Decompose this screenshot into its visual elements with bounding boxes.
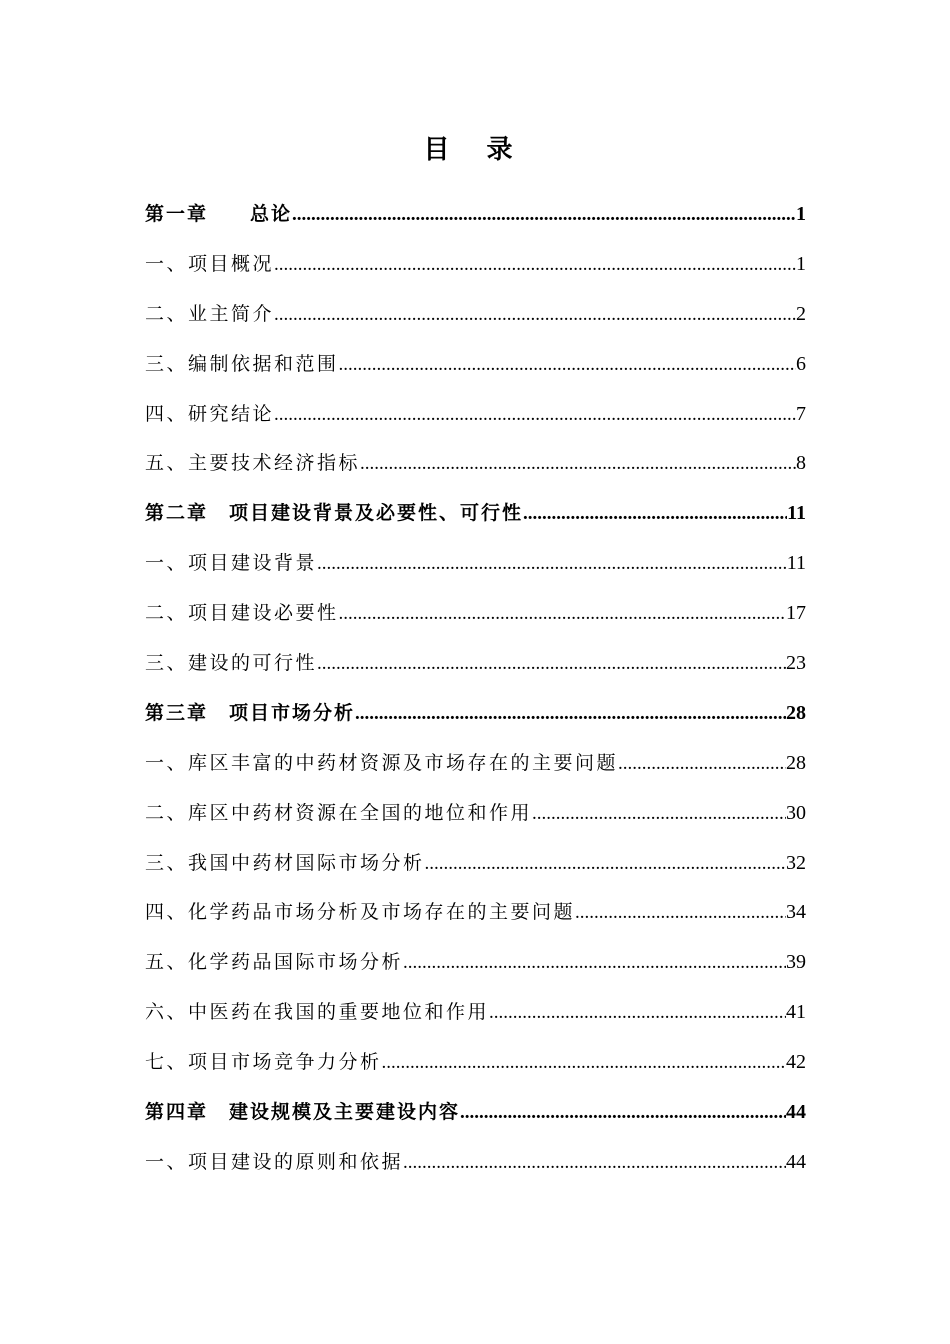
toc-dot-leader (339, 347, 796, 383)
toc-entry-label: 二、项目建设必要性 (145, 602, 339, 625)
toc-entry[interactable] (145, 795, 806, 845)
toc-entry[interactable] (145, 845, 806, 895)
toc-entry-label: 一、项目概况 (145, 252, 275, 275)
toc-dot-leader (274, 247, 796, 283)
toc-entry-page: 23 (786, 652, 806, 675)
toc-entry-page: 11 (786, 552, 806, 575)
toc-entry-page: 17 (786, 602, 806, 625)
toc-entry-page: 2 (796, 302, 806, 325)
toc-entry-label: 二、业主简介 (145, 302, 275, 325)
toc-entry-label: 第三章 项目市场分析 (145, 701, 356, 724)
toc-entry-page: 8 (796, 452, 806, 475)
toc-dot-leader (274, 397, 796, 433)
toc-dot-leader (460, 1095, 786, 1131)
toc-dot-leader (339, 596, 786, 632)
toc-entry[interactable] (145, 196, 806, 246)
toc-dot-leader (355, 696, 786, 732)
toc-entry-label: 三、编制依据和范围 (145, 352, 339, 375)
toc-entry-page: 34 (786, 901, 806, 924)
toc-entry-label: 六、中医药在我国的重要地位和作用 (145, 1001, 490, 1024)
toc-entry-page: 44 (786, 1101, 806, 1124)
toc-entry-page: 39 (786, 951, 806, 974)
toc-entry[interactable] (145, 1094, 806, 1144)
toc-entry[interactable] (145, 296, 806, 346)
toc-title: 目 录 (423, 135, 527, 165)
toc-entry-page: 1 (796, 203, 806, 225)
toc-entry-label: 三、建设的可行性 (145, 652, 318, 675)
toc-entry-label: 一、库区丰富的中药材资源及市场存在的主要问题 (145, 751, 619, 774)
toc-entry[interactable] (145, 1044, 806, 1094)
toc-entry[interactable] (145, 495, 806, 545)
toc-entry[interactable] (145, 645, 806, 695)
toc-entry[interactable] (145, 346, 806, 396)
toc-entry-label: 五、化学药品国际市场分析 (145, 951, 404, 974)
toc-dot-leader (317, 646, 786, 682)
toc-dot-leader (317, 546, 787, 582)
toc-entry[interactable] (145, 745, 806, 795)
toc-dot-leader (360, 446, 796, 482)
toc-entry-label: 四、研究结论 (145, 402, 275, 425)
toc-entry-page: 28 (786, 751, 806, 774)
toc-dot-leader (489, 995, 786, 1031)
toc-dot-leader (425, 846, 786, 882)
toc-entry-page: 11 (787, 502, 806, 525)
toc-entry[interactable] (145, 545, 806, 595)
toc-entry-label: 一、项目建设背景 (145, 552, 318, 575)
toc-entry-label: 三、我国中药材国际市场分析 (145, 851, 425, 874)
toc-entry-label: 第二章 项目建设背景及必要性、可行性 (145, 502, 524, 525)
toc-entry-page: 6 (796, 352, 806, 375)
table-of-contents (145, 196, 806, 1194)
toc-dot-leader (523, 496, 787, 532)
toc-entry[interactable] (145, 445, 806, 495)
toc-entry[interactable] (145, 1144, 806, 1194)
toc-entry-label: 第四章 建设规模及主要建设内容 (145, 1101, 461, 1124)
toc-dot-leader (274, 297, 796, 333)
toc-entry-page: 30 (786, 801, 806, 824)
toc-entry-label: 五、主要技术经济指标 (145, 452, 361, 475)
toc-entry[interactable] (145, 246, 806, 296)
toc-entry-label: 四、化学药品市场分析及市场存在的主要问题 (145, 901, 576, 924)
toc-entry-page: 41 (786, 1001, 806, 1024)
toc-entry[interactable] (145, 944, 806, 994)
toc-entry-page: 28 (786, 701, 806, 724)
toc-entry-label: 第一章 总论 (145, 203, 293, 225)
toc-entry-label: 七、项目市场竞争力分析 (145, 1051, 382, 1074)
toc-entry-page: 44 (786, 1150, 806, 1173)
toc-dot-leader (403, 1145, 786, 1181)
toc-dot-leader (403, 945, 786, 981)
toc-entry[interactable] (145, 595, 806, 645)
toc-dot-leader (382, 1045, 786, 1081)
toc-entry-page: 42 (786, 1051, 806, 1074)
toc-dot-leader (292, 197, 796, 233)
toc-entry-page: 32 (786, 851, 806, 874)
toc-dot-leader (618, 746, 786, 782)
toc-dot-leader (575, 895, 786, 931)
toc-entry-page: 1 (796, 252, 806, 275)
toc-entry-label: 一、项目建设的原则和依据 (145, 1150, 404, 1173)
toc-entry-label: 二、库区中药材资源在全国的地位和作用 (145, 801, 533, 824)
toc-entry[interactable] (145, 894, 806, 944)
toc-entry-page: 7 (796, 402, 806, 425)
toc-entry[interactable] (145, 695, 806, 745)
toc-dot-leader (532, 796, 786, 832)
toc-entry[interactable] (145, 994, 806, 1044)
toc-entry[interactable] (145, 396, 806, 446)
